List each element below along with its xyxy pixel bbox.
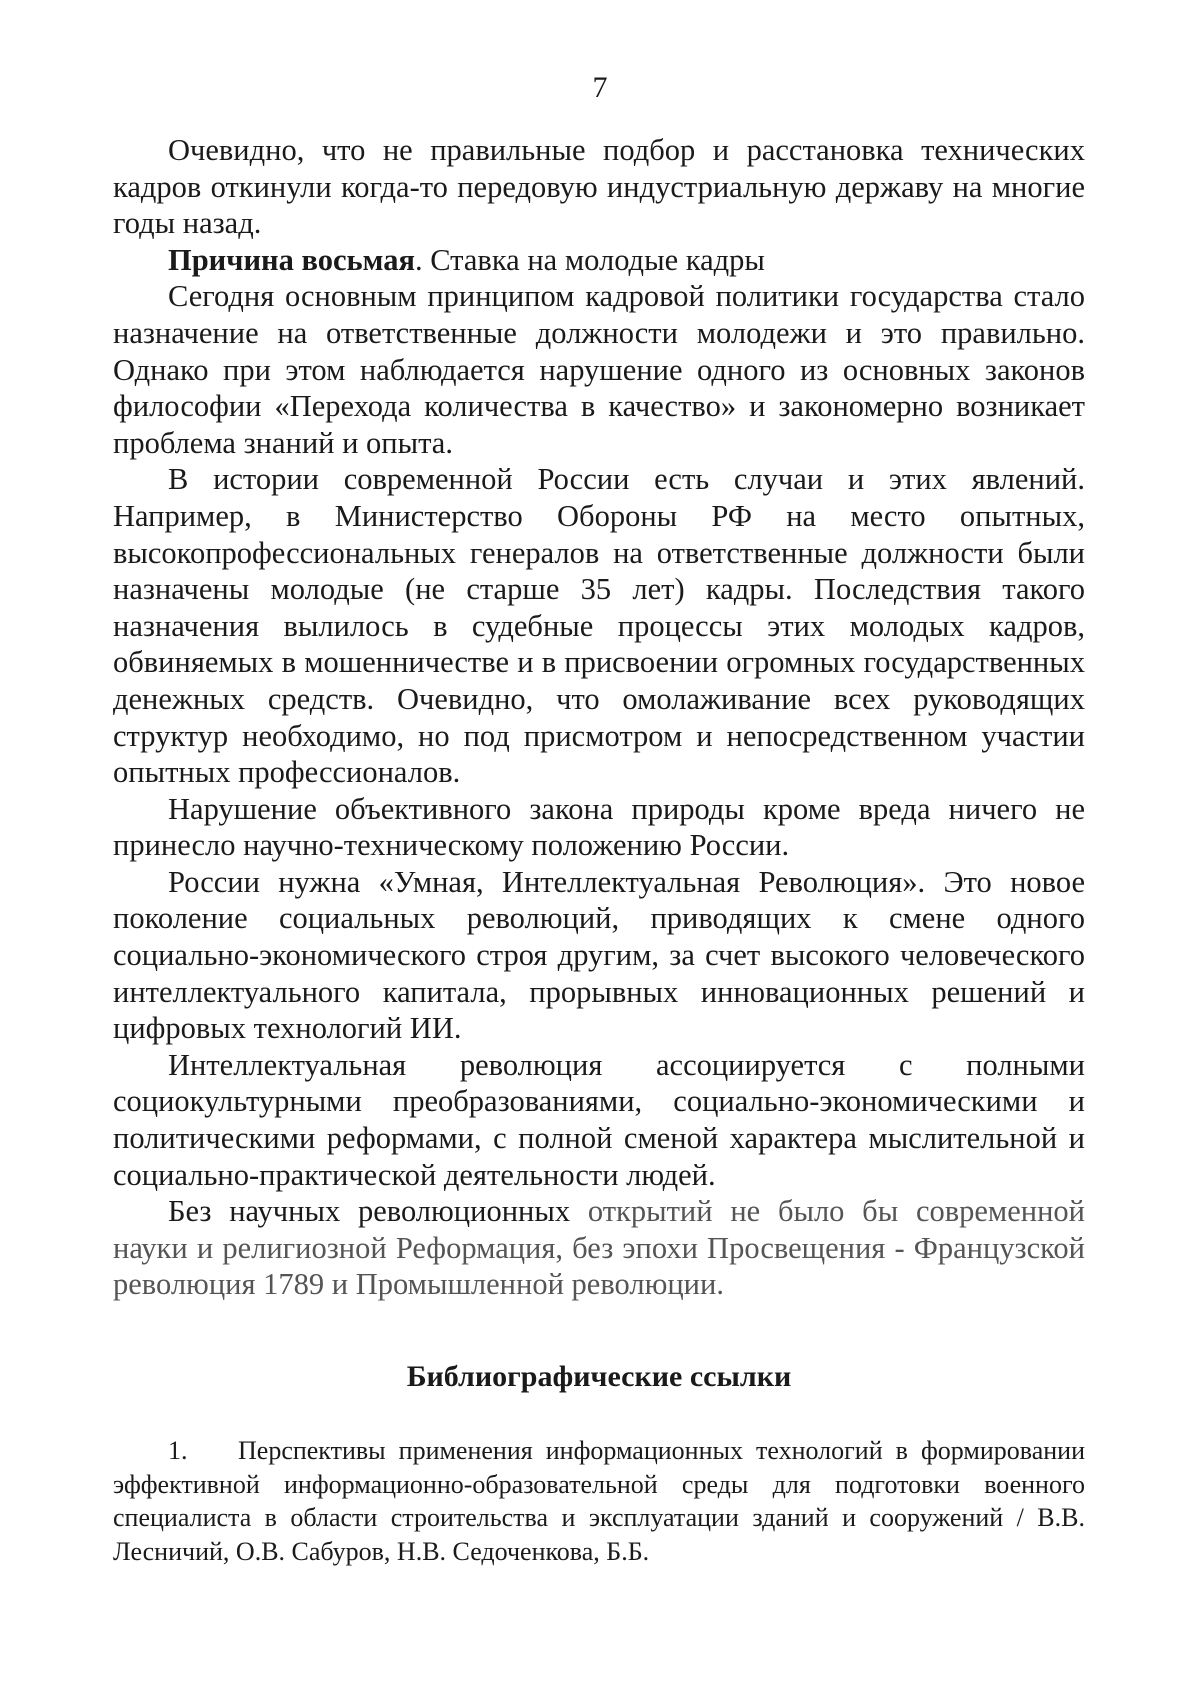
paragraph-7: Интеллектуальная революция ассоциируется с полными социокультурными преобразованиями, социально-экономическими и политическими реформами, с полной сменой характера мыслительной и социально-практической деятельности людей. xyxy=(113,1047,1085,1192)
section-heading-bold: Причина восьмая xyxy=(168,242,415,277)
bibliography-item-number: 1. xyxy=(168,1436,188,1465)
paragraph-8-dark: Без научных революционных xyxy=(168,1194,588,1229)
paragraph-4: В истории современной России есть случаи и этих явлений. Например, в Министерство Обороны РФ на место опытных, высокопрофессиональных генералов на ответственные должности были назначены молодые (не старше 35 лет) кадры. Последствия такого назначения вылилось в судебные процессы этих молодых кадров, обвиняемых в мошенничестве и в присвоении огромных государственных денежных средств. Очевидно, что омолаживание всех руководящих структур необходимо, но под присмотром и непосредственном участии опытных профессионалов. xyxy=(113,462,1085,790)
section-heading-rest: . Ставка на молодые кадры xyxy=(414,242,765,277)
paragraph-8 xyxy=(113,1193,1085,1303)
bibliography-item xyxy=(113,1434,1085,1568)
paragraph-1: Очевидно, что не правильные подбор и расстановка технических кадров откинули когда-то передовую индустриальную державу на многие годы назад. xyxy=(113,133,1085,241)
paragraph-3: Сегодня основным принципом кадровой политики государства стало назначение на ответственные должности молодежи и это правильно. Однако при этом наблюдается нарушение одного из основных законов философии «Перехода количества в качество» и закономерно возникает проблема знаний и опыта. xyxy=(113,279,1085,460)
page-number: 7 xyxy=(592,71,608,104)
bibliography-list xyxy=(113,1434,1085,1568)
paragraph-8-gray: открытий не было бы современной науки и религиозной Реформация, без эпохи Просвещения - Французской революция 1789 и Промышленной революции. xyxy=(113,1194,1085,1302)
paragraph-6: России нужна «Умная, Интеллектуальная Революция». Это новое поколение социальных революций, приводящих к смене одного социально-экономического строя другим, за счет высокого человеческого интеллектуального капитала, прорывных инновационных решений и цифровых технологий ИИ. xyxy=(113,864,1085,1046)
paragraph-2 xyxy=(113,242,1085,279)
bibliography-item-text: Перспективы применения информационных технологий в формировании эффективной информационно-образовательной среды для подготовки военного специалиста в области строительства и эксплуатации зданий и сооружений / В.В. Лесничий, О.В. Сабуров, Н.В. Седоченкова, Б.Б. xyxy=(113,1436,1085,1566)
paragraph-5: Нарушение объективного закона природы кроме вреда ничего не принесло научно-техническому положению России. xyxy=(113,791,1085,863)
bibliography-heading: Библиографические ссылки xyxy=(406,1360,792,1393)
body-text xyxy=(113,132,1085,1303)
